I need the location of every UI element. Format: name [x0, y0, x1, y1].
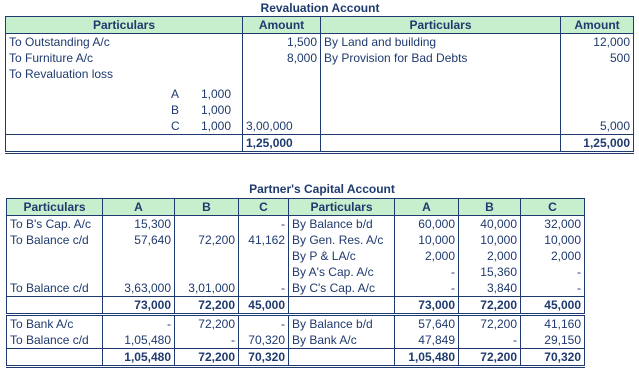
reval-dr-amount: 8,000 [243, 50, 321, 66]
capital-amount-cell: 72,200 [459, 315, 521, 333]
capital-amount-cell: 57,640 [395, 315, 459, 333]
reval-cr-item: By Land and building [321, 34, 561, 51]
loss-amount: 1,000 [200, 103, 231, 117]
capital-amount-cell: 73,000 [103, 297, 175, 315]
capital-amount-cell: 15,360 [459, 264, 521, 280]
loss-partner: B [171, 103, 180, 117]
capital-amount-cell: 15,300 [103, 216, 175, 233]
capital-particulars-cell [7, 349, 103, 367]
capital-amount-cell [175, 248, 239, 264]
capital-amount-cell: - [239, 315, 289, 333]
capital-amount-cell: 2,000 [395, 248, 459, 264]
capital-amount-cell: 72,200 [175, 349, 239, 367]
capital-row [7, 297, 585, 315]
capital-amount-cell: 72,200 [175, 232, 239, 248]
capital-amount-cell: 45,000 [521, 297, 585, 315]
capital-particulars-cell [7, 248, 103, 264]
reval-dr-item: To Furniture A/c [6, 50, 243, 66]
capital-amount-cell: 3,01,000 [175, 280, 239, 297]
capital-particulars-cell: To Bank A/c [7, 315, 103, 333]
reval-total-cr: 1,25,000 [561, 135, 634, 153]
reval-cr-amount: 500 [561, 50, 634, 66]
capital-amount-cell: 70,320 [239, 349, 289, 367]
capital-amount-cell: 10,000 [521, 232, 585, 248]
capital-amount-cell: 10,000 [459, 232, 521, 248]
capital-particulars-cell: To B's Cap. A/c [7, 216, 103, 233]
capital-particulars-cell: By C's Cap. A/c [289, 280, 395, 297]
capital-amount-cell: 3,63,000 [103, 280, 175, 297]
reval-header-particulars-cr: Particulars [321, 17, 561, 34]
loss-partner: C [171, 119, 180, 133]
capital-amount-cell: - [395, 264, 459, 280]
capital-amount-cell: 72,200 [175, 297, 239, 315]
capital-row [7, 315, 585, 333]
reval-subtotal-cr: 5,000 [561, 118, 634, 135]
capital-particulars-cell: By Bank A/c [289, 332, 395, 349]
capital-amount-cell: - [521, 264, 585, 280]
capital-amount-cell [103, 248, 175, 264]
capital-row [7, 349, 585, 367]
capital-amount-cell: - [459, 332, 521, 349]
reval-dr-item: To Revaluation loss [6, 66, 243, 82]
capital-amount-cell: 29,150 [521, 332, 585, 349]
capital-amount-cell: 41,162 [239, 232, 289, 248]
capital-table [6, 198, 585, 368]
capital-particulars-cell: To Balance c/d [7, 280, 103, 297]
capital-amount-cell: 2,000 [459, 248, 521, 264]
reval-header-amount-dr: Amount [243, 17, 321, 34]
capital-row [7, 216, 585, 233]
revaluation-title: Revaluation Account [260, 1, 380, 15]
capital-row [7, 248, 585, 264]
reval-dr-amount: 1,500 [243, 34, 321, 51]
capital-amount-cell: 60,000 [395, 216, 459, 233]
loss-amount: 1,000 [200, 119, 231, 133]
capital-row [7, 264, 585, 280]
capital-amount-cell: 70,320 [239, 332, 289, 349]
capital-particulars-cell: To Balance c/d [7, 332, 103, 349]
capital-title: Partner's Capital Account [249, 182, 395, 196]
cap-header: A [395, 199, 459, 216]
capital-amount-cell [239, 248, 289, 264]
reval-total-dr: 1,25,000 [243, 135, 321, 153]
capital-amount-cell: - [239, 280, 289, 297]
capital-particulars-cell: By Balance b/d [289, 216, 395, 233]
capital-row [7, 280, 585, 297]
reval-header-particulars-dr: Particulars [6, 17, 243, 34]
cap-header: B [459, 199, 521, 216]
loss-split-row [6, 118, 243, 135]
capital-particulars-cell: By A's Cap. A/c [289, 264, 395, 280]
capital-particulars-cell: By P & LA/c [289, 248, 395, 264]
capital-amount-cell: - [521, 280, 585, 297]
reval-dr-item: To Outstanding A/c [6, 34, 243, 51]
capital-amount-cell: 32,000 [521, 216, 585, 233]
capital-amount-cell: - [239, 216, 289, 233]
capital-particulars-cell: By Balance b/d [289, 315, 395, 333]
reval-cr-amount: 12,000 [561, 34, 634, 51]
capital-amount-cell [175, 264, 239, 280]
capital-amount-cell [103, 264, 175, 280]
capital-amount-cell: 1,05,480 [395, 349, 459, 367]
cap-header: A [103, 199, 175, 216]
capital-amount-cell [175, 216, 239, 233]
capital-amount-cell: 40,000 [459, 216, 521, 233]
capital-row [7, 332, 585, 349]
cap-header: C [521, 199, 585, 216]
reval-subtotal-dr: 3,00,000 [243, 118, 321, 135]
capital-particulars-cell [289, 349, 395, 367]
capital-amount-cell: 72,200 [459, 297, 521, 315]
capital-amount-cell: 73,000 [395, 297, 459, 315]
loss-split-row [6, 102, 243, 118]
cap-header: B [175, 199, 239, 216]
reval-header-amount-cr: Amount [561, 17, 634, 34]
capital-amount-cell [239, 264, 289, 280]
capital-amount-cell: - [103, 315, 175, 333]
capital-particulars-cell [7, 297, 103, 315]
loss-partner: A [171, 87, 180, 101]
capital-amount-cell: 1,05,480 [103, 332, 175, 349]
revaluation-table [5, 16, 634, 154]
cap-header: Particulars [7, 199, 103, 216]
reval-cr-item: By Provision for Bad Debts [321, 50, 561, 66]
capital-amount-cell: - [395, 280, 459, 297]
capital-amount-cell: 1,05,480 [103, 349, 175, 367]
capital-particulars-cell: To Balance c/d [7, 232, 103, 248]
capital-particulars-cell [7, 264, 103, 280]
capital-amount-cell: 70,320 [521, 349, 585, 367]
capital-amount-cell: 41,160 [521, 315, 585, 333]
loss-amount: 1,000 [200, 87, 231, 101]
capital-amount-cell: 57,640 [103, 232, 175, 248]
capital-row [7, 232, 585, 248]
capital-amount-cell: 2,000 [521, 248, 585, 264]
cap-header: Particulars [289, 199, 395, 216]
capital-amount-cell: 3,840 [459, 280, 521, 297]
capital-amount-cell: 47,849 [395, 332, 459, 349]
capital-amount-cell: - [175, 332, 239, 349]
cap-header: C [239, 199, 289, 216]
capital-particulars-cell: By Gen. Res. A/c [289, 232, 395, 248]
capital-amount-cell: 72,200 [459, 349, 521, 367]
capital-amount-cell: 10,000 [395, 232, 459, 248]
capital-particulars-cell [289, 297, 395, 315]
capital-amount-cell: 72,200 [175, 315, 239, 333]
loss-split-row [6, 86, 243, 102]
capital-amount-cell: 45,000 [239, 297, 289, 315]
